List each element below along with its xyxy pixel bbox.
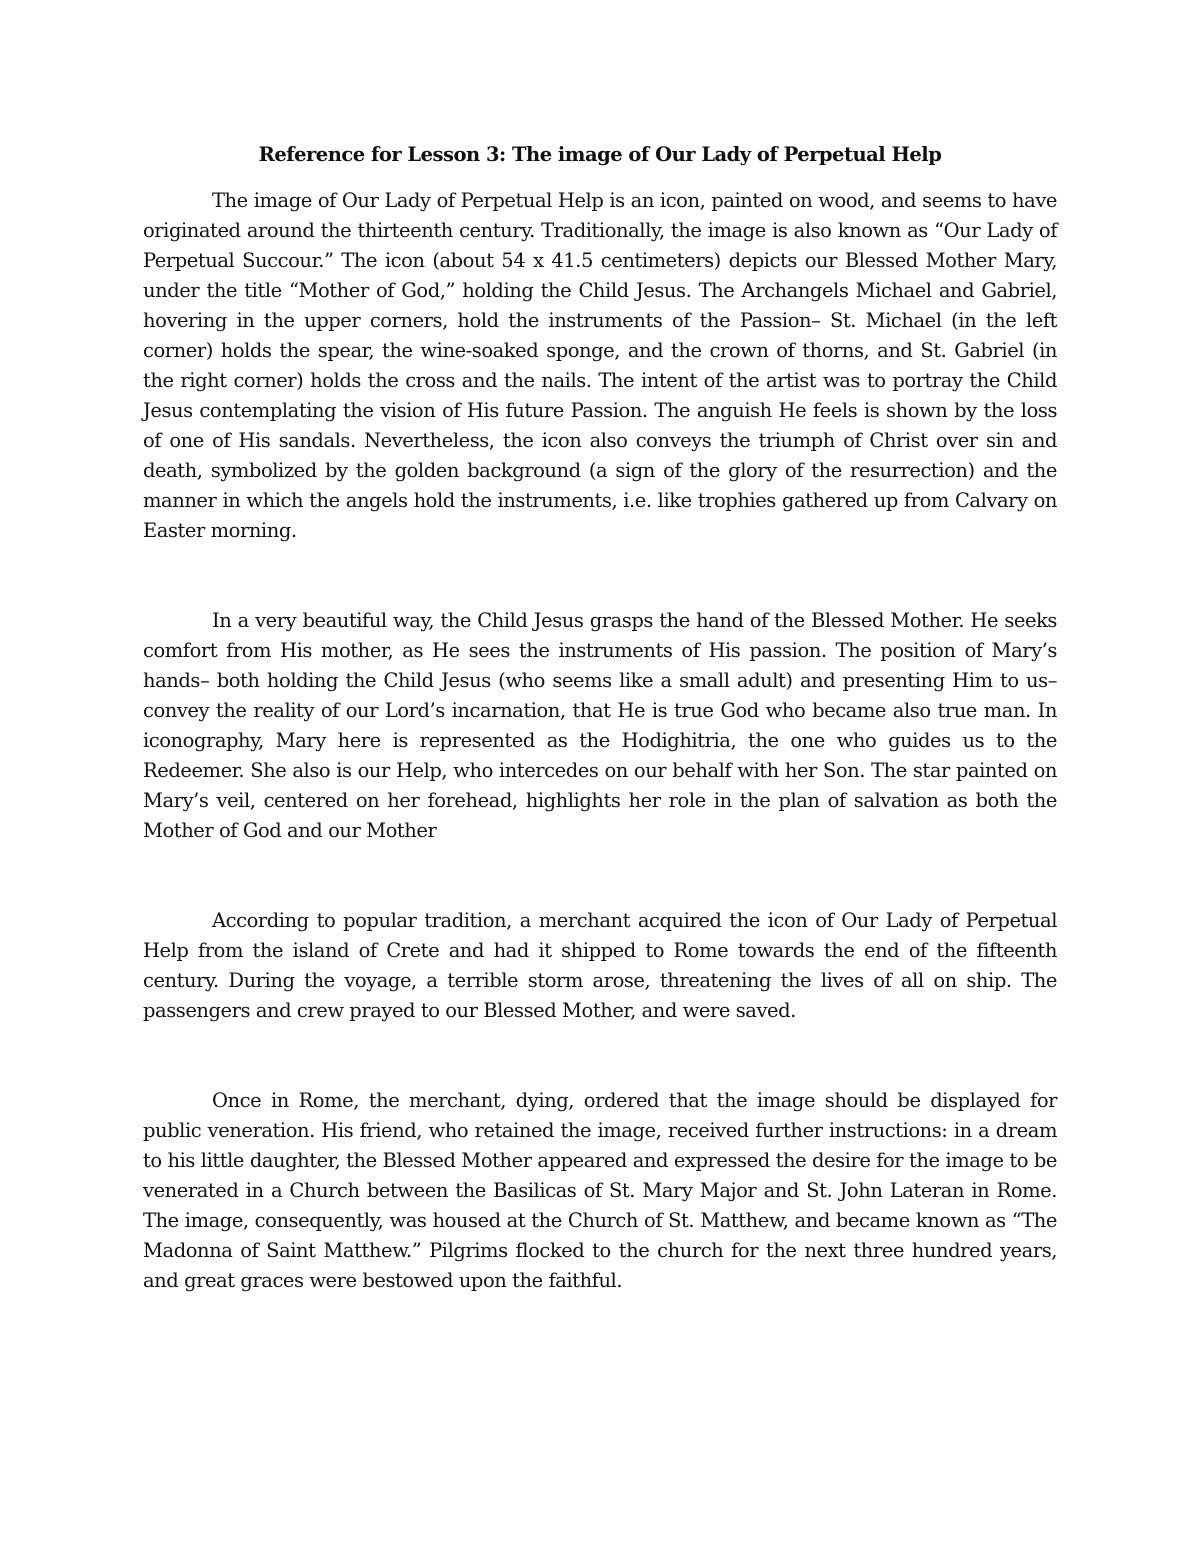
document-body <box>143 140 1057 1296</box>
paragraph-child-jesus: In a very beautiful way, the Child Jesus grasps the hand of the Blessed Mother. He seeks comfort from His mother, as He sees the instruments of His passion. The position of Mary’s hands– both holding the Child Jesus (who seems like a small adult) and presenting Him to us– convey the reality of our Lord’s incarnation, that He is true God who became also true man. In iconography, Mary here is represented as the Hodighitria, the one who guides us to the Redeemer. She also is our Help, who intercedes on our behalf with her Son. The star painted on Mary’s veil, centered on her forehead, highlights her role in the plan of salvation as both the Mother of God and our Mother <box>143 609 1057 842</box>
paragraph-rome: Once in Rome, the merchant, dying, ordered that the image should be displayed for public veneration. His friend, who retained the image, received further instructions: in a dream to his little daughter, the Blessed Mother appeared and expressed the desire for the image to be venerated in a Church between the Basilicas of St. Mary Major and St. John Lateran in Rome. The image, consequently, was housed at the Church of St. Matthew, and became known as “The Madonna of Saint Matthew.” Pilgrims flocked to the church for the next three hundred years, and great graces were bestowed upon the faithful. <box>143 1089 1057 1292</box>
paragraph-icon-description: The image of Our Lady of Perpetual Help is an icon, painted on wood, and seems to have originated around the thirteenth century. Traditionally, the image is also known as “Our Lady of Perpetual Succour.” The icon (about 54 x 41.5 centimeters) depicts our Blessed Mother Mary, under the title “Mother of God,” holding the Child Jesus. The Archangels Michael and Gabriel, hovering in the upper corners, hold the instruments of the Passion– St. Michael (in the left corner) holds the spear, the wine-soaked sponge, and the crown of thorns, and St. Gabriel (in the right corner) holds the cross and the nails. The intent of the artist was to portray the Child Jesus contemplating the vision of His future Passion. The anguish He feels is shown by the loss of one of His sandals. Nevertheless, the icon also conveys the triumph of Christ over sin and death, symbolized by the golden background (a sign of the glory of the resurrection) and the manner in which the angels hold the instruments, i.e. like trophies gathered up from Calvary on Easter morning. <box>143 189 1057 542</box>
document-title: Reference for Lesson 3: The image of Our Lady of Perpetual Help <box>258 143 942 166</box>
paragraph-tradition: According to popular tradition, a merchant acquired the icon of Our Lady of Perpetual Help from the island of Crete and had it shipped to Rome towards the end of the fifteenth century. During the voyage, a terrible storm arose, threatening the lives of all on ship. The passengers and crew prayed to our Blessed Mother, and were saved. <box>143 909 1057 1022</box>
